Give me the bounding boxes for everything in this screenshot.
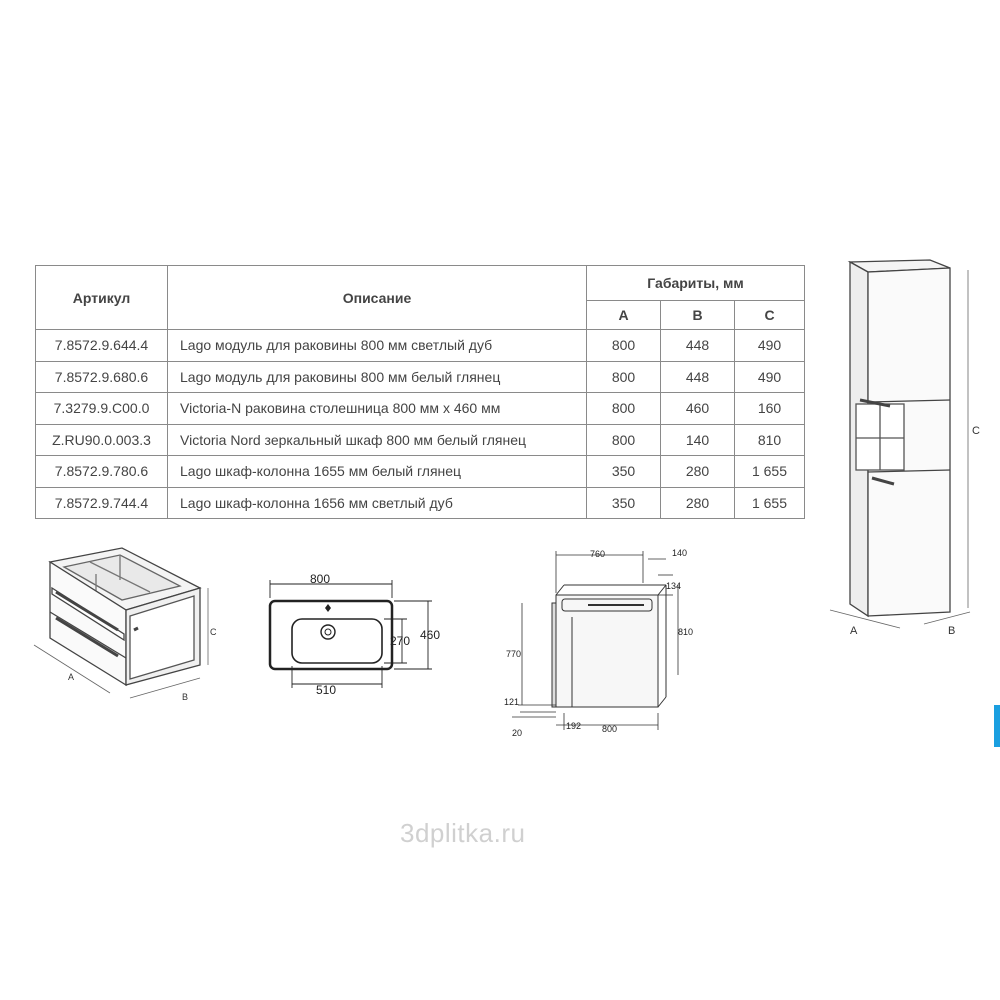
article-cell: 7.8572.9.744.4 bbox=[36, 487, 168, 519]
dim-b-cell: 448 bbox=[661, 361, 735, 393]
dim-c-cell: 160 bbox=[735, 393, 805, 425]
dim-b-cell: 460 bbox=[661, 393, 735, 425]
dim-a-cell: 800 bbox=[587, 330, 661, 362]
header-description: Описание bbox=[168, 266, 587, 330]
description-cell: Lago модуль для раковины 800 мм светлый дуб bbox=[168, 330, 587, 362]
vanity-label-b: B bbox=[182, 692, 189, 702]
mirror-width-top-label: 760 bbox=[590, 549, 606, 559]
header-a: A bbox=[587, 301, 661, 330]
mirror-light-label: 134 bbox=[666, 581, 682, 591]
column-label-b: B bbox=[948, 625, 956, 637]
sink-bowl-width-label: 510 bbox=[316, 683, 337, 697]
description-cell: Lago модуль для раковины 800 мм белый глянец bbox=[168, 361, 587, 393]
table-row bbox=[36, 487, 805, 519]
dim-a-cell: 350 bbox=[587, 456, 661, 488]
dim-b-cell: 280 bbox=[661, 456, 735, 488]
mirror-width-bottom-label: 800 bbox=[602, 724, 618, 734]
spec-table bbox=[35, 265, 805, 519]
dim-b-cell: 448 bbox=[661, 330, 735, 362]
description-cell: Lago шкаф-колонна 1655 мм белый глянец bbox=[168, 456, 587, 488]
watermark: 3dplitka.ru bbox=[400, 818, 526, 848]
mirror-height-label: 770 bbox=[506, 649, 522, 659]
column-label-c: C bbox=[972, 425, 980, 437]
dim-a-cell: 800 bbox=[587, 361, 661, 393]
description-cell: Lago шкаф-колонна 1656 мм светлый дуб bbox=[168, 487, 587, 519]
edge-accent-mark bbox=[994, 705, 1000, 747]
header-b: B bbox=[661, 301, 735, 330]
dim-c-cell: 1 655 bbox=[735, 487, 805, 519]
header-c: C bbox=[735, 301, 805, 330]
column-cabinet-drawing bbox=[820, 252, 995, 642]
article-cell: 7.3279.9.C00.0 bbox=[36, 393, 168, 425]
table-row bbox=[36, 330, 805, 362]
table-row bbox=[36, 361, 805, 393]
vanity-unit-drawing bbox=[30, 540, 230, 715]
table-row bbox=[36, 456, 805, 488]
column-label-a: A bbox=[850, 625, 858, 637]
mirror-side-label: 192 bbox=[566, 721, 582, 731]
dim-b-cell: 280 bbox=[661, 487, 735, 519]
description-cell: Victoria-N раковина столешница 800 мм x 460 мм bbox=[168, 393, 587, 425]
table-row bbox=[36, 424, 805, 456]
dim-a-cell: 800 bbox=[587, 393, 661, 425]
dim-a-cell: 350 bbox=[587, 487, 661, 519]
dim-c-cell: 490 bbox=[735, 330, 805, 362]
dim-b-cell: 140 bbox=[661, 424, 735, 456]
article-cell: Z.RU90.0.003.3 bbox=[36, 424, 168, 456]
description-cell: Victoria Nord зеркальный шкаф 800 мм белый глянец bbox=[168, 424, 587, 456]
dim-c-cell: 490 bbox=[735, 361, 805, 393]
header-article: Артикул bbox=[36, 266, 168, 330]
article-cell: 7.8572.9.680.6 bbox=[36, 361, 168, 393]
dim-a-cell: 800 bbox=[587, 424, 661, 456]
vanity-label-a: A bbox=[68, 672, 75, 682]
vanity-label-c: C bbox=[210, 627, 217, 637]
sink-bowl-depth-label: 270 bbox=[390, 634, 411, 648]
mirror-depth-label: 140 bbox=[672, 548, 688, 558]
article-cell: 7.8572.9.780.6 bbox=[36, 456, 168, 488]
sink-width-label: 800 bbox=[310, 572, 331, 586]
sink-depth-label: 460 bbox=[420, 628, 441, 642]
dim-c-cell: 1 655 bbox=[735, 456, 805, 488]
mirror-height-total-label: 810 bbox=[678, 627, 694, 637]
dim-c-cell: 810 bbox=[735, 424, 805, 456]
header-dimensions: Габариты, мм bbox=[587, 266, 805, 301]
sink-drawing bbox=[262, 568, 452, 698]
mirror-offset-bottom-label: 121 bbox=[504, 697, 520, 707]
mirror-cabinet-drawing bbox=[498, 545, 703, 743]
article-cell: 7.8572.9.644.4 bbox=[36, 330, 168, 362]
mirror-bottom-gap-label: 20 bbox=[512, 728, 523, 738]
table-row bbox=[36, 393, 805, 425]
